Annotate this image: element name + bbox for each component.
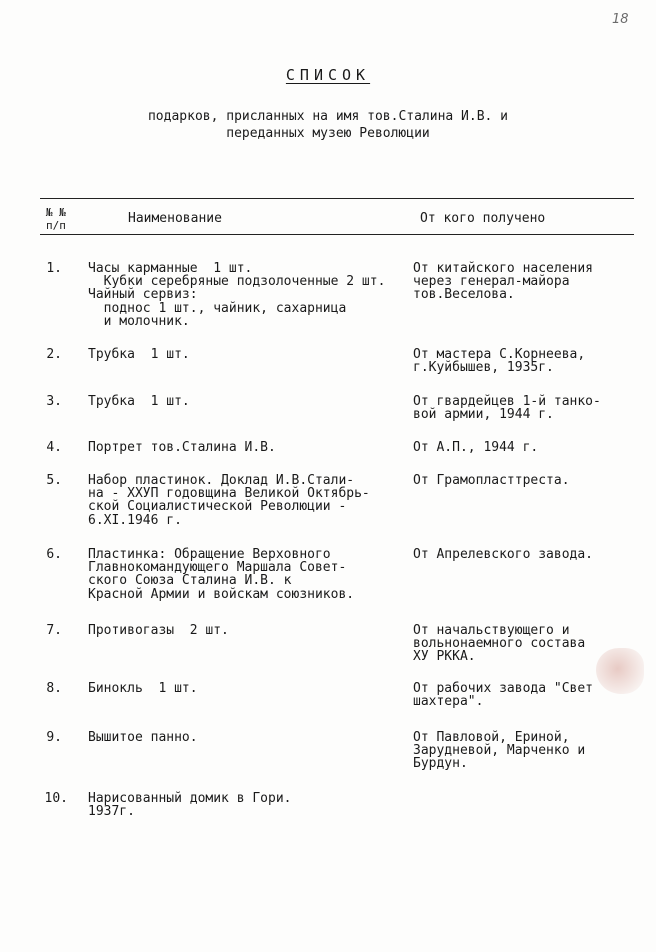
subtitle-line: подарков, присланных на имя тов.Сталина И.В. и (147, 109, 509, 124)
page-number: 18 (612, 12, 629, 27)
paper-stain (596, 648, 644, 694)
gift-item-name-line: ской Социалистической Революции - (88, 499, 347, 515)
gift-item-source-line: шахтера". (413, 694, 484, 710)
document-title-text: СПИСОК (285, 66, 371, 84)
gift-item-name-line: 1937г. (88, 804, 135, 820)
gift-item-name (88, 474, 370, 527)
gift-item-source (413, 395, 601, 421)
gift-item-source-line: От мастера С.Корнеева, (413, 347, 586, 362)
header-number-line: № № (46, 206, 66, 219)
gift-item-name-line: и молочник. (88, 313, 190, 329)
table-header-rule (40, 234, 634, 235)
gift-item-source (413, 441, 538, 454)
gift-item-source-line: вольнонаемного состава (413, 636, 586, 652)
gift-item-source-line: От Апрелевского завода. (413, 547, 594, 562)
gift-item-name-line: Главнокомандующего Маршала Совет- (88, 560, 347, 576)
gift-item-name-line: на - ХХУП годовщина Великой Октябрь- (88, 486, 370, 502)
gift-item-number: 4. (46, 440, 62, 455)
gift-item-source (413, 731, 585, 771)
gift-item-number: 2. (46, 347, 62, 362)
gift-item-number: 10. (44, 791, 68, 806)
gift-item-name-line: Портрет тов.Сталина И.В. (88, 440, 276, 455)
gift-item-name-line: Трубка 1 шт. (88, 394, 190, 409)
header-from-column: От кого получено (420, 211, 546, 226)
gift-item-source (413, 262, 593, 302)
header-name-column: Наименование (128, 211, 222, 226)
gift-item-source-line: От начальствующего и (413, 623, 570, 638)
header-number-column (46, 206, 66, 232)
gift-item-name-line: поднос 1 шт., чайник, сахарница (88, 300, 347, 316)
gift-item-name-line: Набор пластинок. Доклад И.В.Стали- (88, 473, 355, 488)
gift-item-source-line: От китайского населения (413, 261, 594, 276)
gift-item-number: 5. (46, 473, 62, 488)
gift-item-number: 7. (46, 623, 62, 638)
gift-item-source-line: От гвардейцев 1-й танко- (413, 394, 601, 409)
gift-item-source (413, 348, 585, 374)
gift-item-source-line: От А.П., 1944 г. (413, 440, 539, 455)
gift-item-name (88, 792, 292, 818)
gift-item-name (88, 348, 190, 361)
gift-item-name (88, 624, 229, 637)
table-top-rule (40, 198, 634, 199)
gift-item-number: 8. (46, 681, 62, 696)
document-title (0, 66, 656, 84)
gift-item-number: 3. (46, 394, 62, 409)
gift-item-name (88, 682, 198, 695)
gift-item-source-line: От Павловой, Ериной, (413, 730, 570, 745)
gift-item-source (413, 624, 585, 664)
gift-item-name-line: Вышитое панно. (88, 730, 198, 745)
gift-item-source-line: Зарудневой, Марченко и (413, 743, 586, 759)
gift-item-name-line: Трубка 1 шт. (88, 347, 190, 362)
gift-item-source-line: От Грамопласттреста. (413, 473, 570, 488)
gift-item-name-line: Пластинка: Обращение Верховного (88, 547, 331, 562)
gift-item-name-line: Нарисованный домик в Гори. (88, 791, 292, 806)
header-number-line: п/п (46, 219, 66, 232)
gift-item-source-line: тов.Веселова. (413, 287, 515, 303)
gift-item-name-line: Чайный сервиз: (88, 287, 198, 303)
gift-item-number: 9. (46, 730, 62, 745)
gift-item-source-line: через генерал-майора (413, 274, 570, 290)
gift-item-name-line: Противогазы 2 шт. (88, 623, 229, 638)
gift-item-source-line: г.Куйбышев, 1935г. (413, 360, 554, 376)
gift-item-name (88, 731, 198, 744)
gift-item-name-line: Красной Армии и войскам союзников. (88, 586, 355, 602)
gift-item-source (413, 682, 593, 708)
gift-item-name-line: Часы карманные 1 шт. (88, 261, 253, 276)
gift-item-name-line: ского Союза Сталина И.В. к (88, 573, 292, 589)
gift-item-number: 6. (46, 547, 62, 562)
gift-item-source-line: вой армии, 1944 г. (413, 407, 554, 423)
document-subtitle (0, 108, 656, 142)
gift-item-source-line: От рабочих завода "Свет (413, 681, 594, 696)
gift-item-number: 1. (46, 261, 62, 276)
gift-item-source (413, 474, 570, 487)
gift-item-name-line: Кубки серебряные подзолоченные 2 шт. (88, 274, 386, 290)
gift-item-name (88, 548, 354, 601)
gift-item-name (88, 262, 385, 328)
gift-item-name (88, 441, 276, 454)
gift-item-source (413, 548, 593, 561)
gift-item-source-line: ХУ РККА. (413, 649, 476, 665)
gift-item-name-line: Бинокль 1 шт. (88, 681, 198, 696)
gift-item-source-line: Бурдун. (413, 756, 468, 772)
gift-item-name (88, 395, 190, 408)
gift-item-name-line: 6.ХI.1946 г. (88, 512, 182, 528)
subtitle-line: переданных музею Революции (226, 126, 430, 141)
